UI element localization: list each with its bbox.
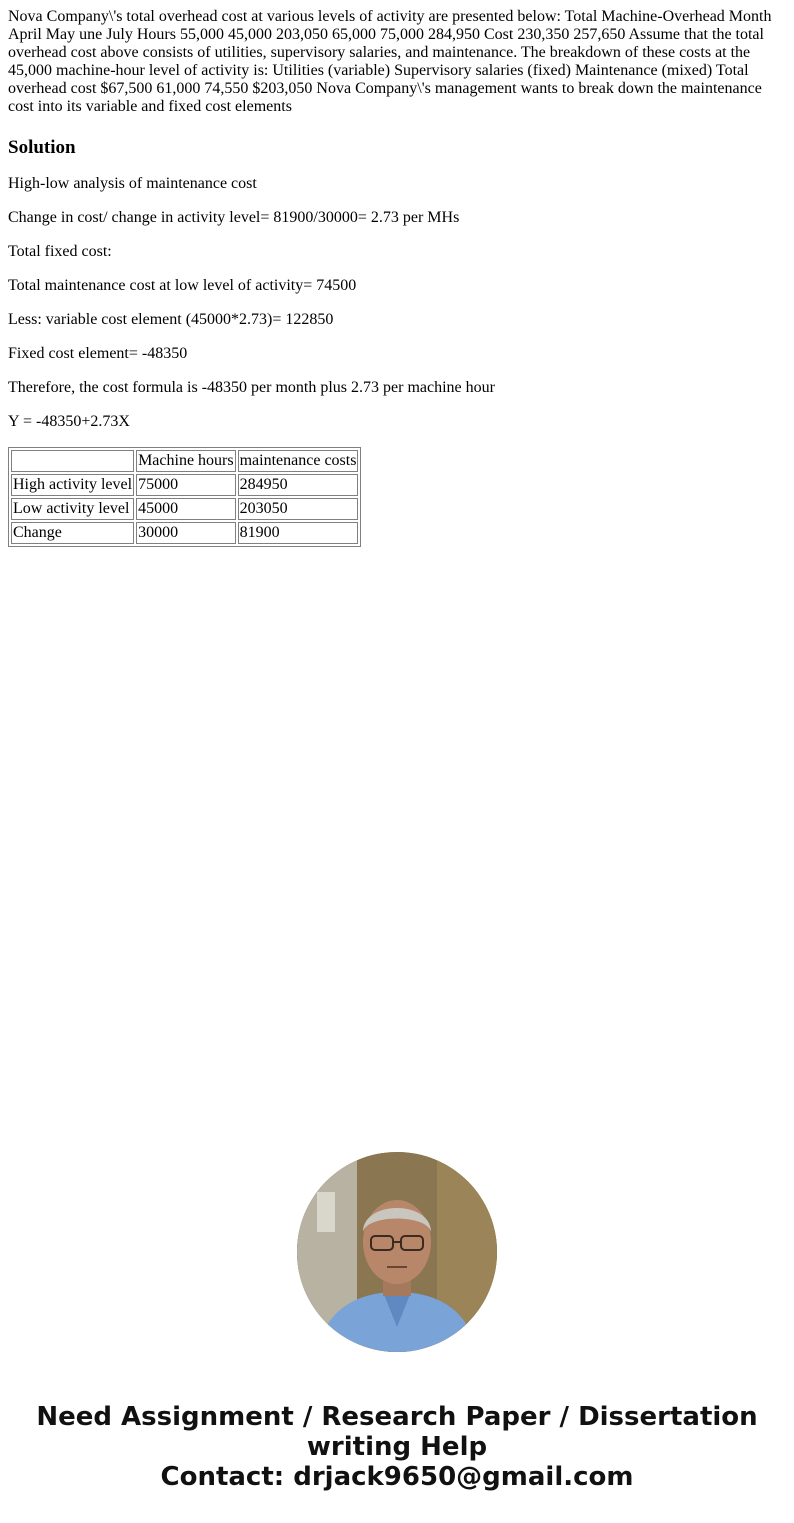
solution-paragraph: Total fixed cost: [8, 243, 112, 260]
table-header-cell [11, 450, 134, 472]
promo-banner [0, 1152, 794, 1492]
table-row [11, 498, 358, 520]
solution-paragraph: Y = -48350+2.73X [8, 413, 130, 430]
table-cell: 203050 [238, 498, 359, 520]
promo-line: Need Assignment / Research Paper / Dissertation [36, 1402, 758, 1432]
solution-paragraph: Total maintenance cost at low level of activity= 74500 [8, 277, 357, 294]
table-cell: Change [11, 522, 134, 544]
solution-paragraph: Change in cost/ change in activity level= 81900/30000= 2.73 per MHs [8, 209, 460, 226]
solution-paragraph: Therefore, the cost formula is -48350 per month plus 2.73 per machine hour [8, 379, 495, 396]
table-row [11, 522, 358, 544]
question-text: Nova Company\'s total overhead cost at various levels of activity are presented below: Total Machine-Overhead Month April May une July Hours 55,000 45,000 203,050 65,000 75,000 284,950 Cost 230,350 257,650 Assume that the total overhead cost above consists of utilities, supervisory salaries, and maintenance. The breakdown of these costs at the 45,000 machine-hour level of activity is: Utilities (variable) Supervisory salaries (fixed) Maintenance (mixed) Total overhead cost $67,500 61,000 74,550 $203,050 Nova Company\'s management wants to break down the maintenance cost into its variable and fixed cost elements [8, 8, 772, 115]
high-low-table [8, 447, 361, 547]
solution-paragraph: Less: variable cost element (45000*2.73)= 122850 [8, 311, 334, 328]
solution-paragraph: High-low analysis of maintenance cost [8, 175, 257, 192]
table-cell: Low activity level [11, 498, 134, 520]
table-cell: 30000 [136, 522, 236, 544]
promo-contact: Contact: drjack9650@gmail.com [160, 1462, 634, 1492]
table-header-row [11, 450, 358, 472]
table-cell: 45000 [136, 498, 236, 520]
avatar [297, 1152, 497, 1352]
table-cell: 81900 [238, 522, 359, 544]
table-cell: 75000 [136, 474, 236, 496]
document-body [8, 8, 786, 547]
table-header-cell: Machine hours [136, 450, 236, 472]
promo-line: writing Help [306, 1432, 488, 1462]
table-cell: 284950 [238, 474, 359, 496]
person-photo-icon [297, 1152, 497, 1352]
solution-heading: Solution [8, 137, 76, 158]
table-cell: High activity level [11, 474, 134, 496]
solution-paragraph: Fixed cost element= -48350 [8, 345, 188, 362]
promo-text [0, 1402, 794, 1492]
table-row [11, 474, 358, 496]
table-header-cell: maintenance costs [238, 450, 359, 472]
